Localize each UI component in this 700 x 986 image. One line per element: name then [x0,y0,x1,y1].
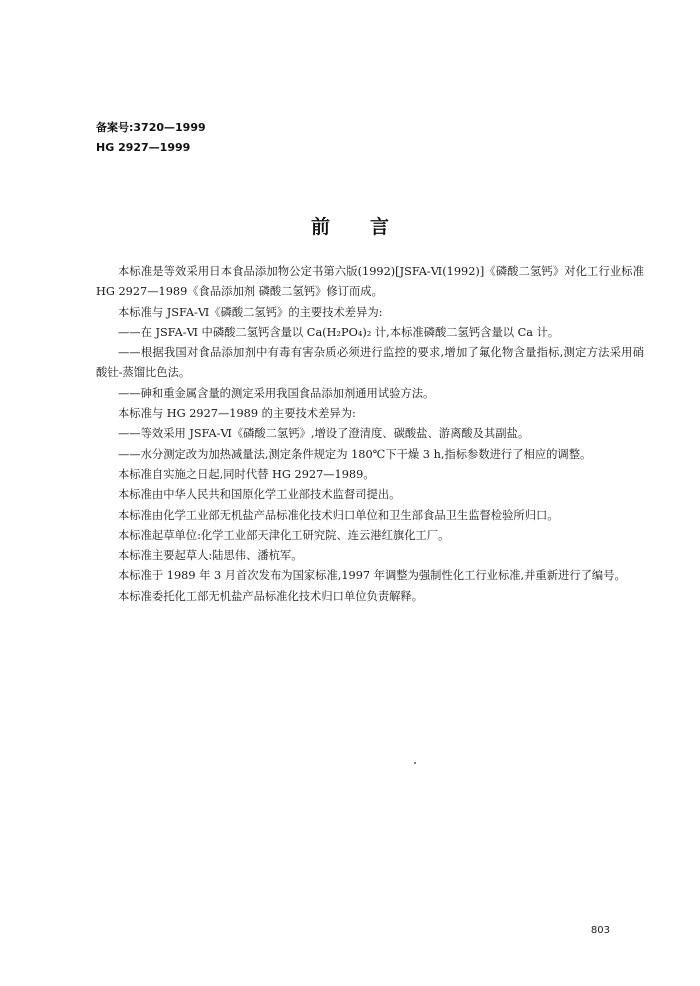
paragraph: 本标准起草单位:化学工业部天津化工研究院、连云港红旗化工厂。 [118,528,450,542]
paragraph: 本标准委托化工部无机盐产品标准化技术归口单位负责解释。 [118,589,424,603]
paragraph: 本标准与 HG 2927—1989 的主要技术差异为: [118,407,356,421]
paragraph: ——砷和重金属含量的测定采用我国食品添加剂通用试验方法。 [118,386,435,400]
paragraph: 本标准由化学工业部无机盐产品标准化技术归口单位和卫生部食品卫生监督检验所归口。 [118,508,559,522]
paragraph: 本标准由中华人民共和国原化学工业部技术监督司提出。 [118,488,401,502]
standard-code: HG 2927—1999 [96,141,191,154]
paragraph: ——水分测定改为加热减量法,测定条件规定为 180℃下干燥 3 h,指标参数进行了相应的调整。 [118,447,592,461]
page-title: 前言 [310,216,429,238]
paragraph: 本标准主要起草人:陆思伟、潘杭军。 [118,549,303,563]
paragraph: 本标准与 JSFA-Ⅵ《磷酸二氢钙》的主要技术差异为: [118,305,383,319]
paragraph: 本标准于 1989 年 3 月首次发布为国家标准,1997 年调整为强制性化工行业标准,并重新进行了编号。 [118,569,626,583]
foreword-body [96,262,644,607]
paragraph: 本标准自实施之日起,同时代替 HG 2927—1989。 [118,467,375,481]
paragraph: ——在 JSFA-Ⅵ 中磷酸二氢钙含量以 Ca(H₂PO₄)₂ 计,本标准磷酸二氢钙含量以 Ca 计。 [118,325,560,339]
page-number: 803 [590,925,610,936]
document-header [96,118,206,158]
paragraph: ——等效采用 JSFA-Ⅵ《磷酸二氢钙》,增设了澄清度、碳酸盐、游离酸及其副盐。 [118,427,530,441]
paragraph: ——根据我国对食品添加剂中有毒有害杂质必须进行监控的要求,增加了氟化物含量指标,测定方法采用硝酸钍-蒸馏比色法。 [96,346,644,380]
paragraph: 本标准是等效采用日本食品添加物公定书第六版(1992)[JSFA-Ⅵ(1992)]《磷酸二氢钙》对化工行业标准 HG 2927—1989《食品添加剂 磷酸二氢钙》修订而成。 [96,265,644,299]
scan-speck [414,762,416,764]
record-number: 备案号:3720—1999 [96,121,206,134]
